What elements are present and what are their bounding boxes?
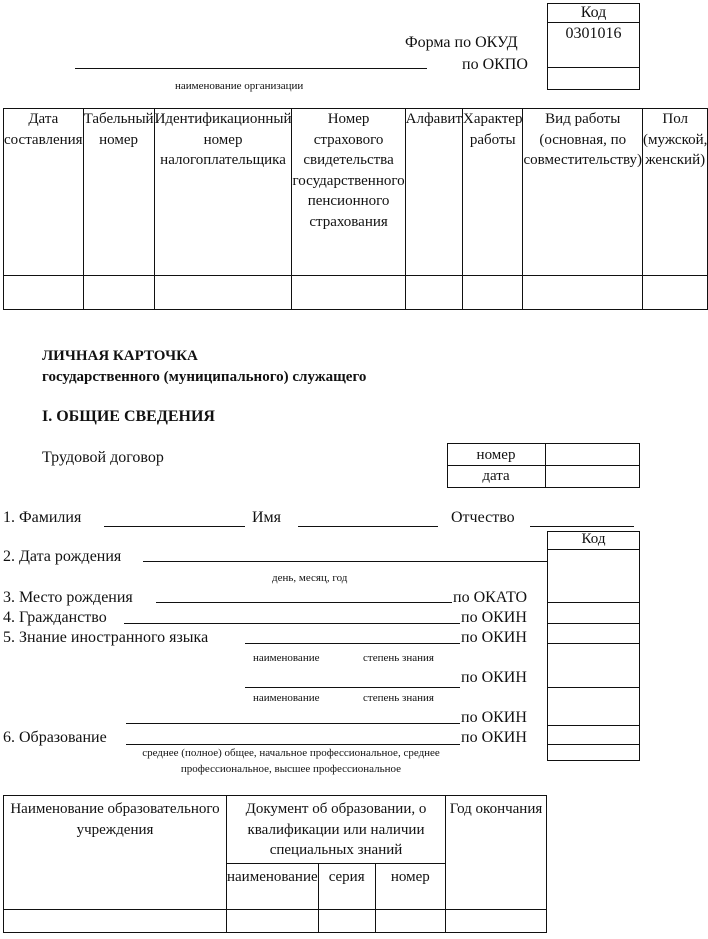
edu-col-institution: Наименование образовательного учреждения: [4, 796, 227, 910]
contract-box-divider: [447, 465, 640, 466]
edu-col-doc-name: наименование: [227, 864, 319, 910]
language-2-name-caption: наименование: [253, 692, 320, 704]
edu-col-year: Год окончания: [446, 796, 547, 910]
codes-box-header: Код: [580, 4, 607, 21]
education-1-input-line[interactable]: [126, 723, 460, 724]
col-work-type: Вид работы (основная, по совместительству): [523, 109, 643, 276]
education-table: [3, 795, 547, 933]
edu-col-series: серия: [318, 864, 375, 910]
cell-gender[interactable]: [643, 276, 708, 310]
codes-box-divider-1: [547, 22, 640, 23]
cell-date-composed[interactable]: [4, 276, 84, 310]
okato-label: по ОКАТО: [453, 589, 528, 606]
card-subtitle: государственного (муниципального) служащего: [42, 369, 367, 385]
birth-date-caption: день, месяц, год: [272, 572, 348, 584]
code-column-header: Код: [581, 531, 606, 547]
cell-alphabet[interactable]: [405, 276, 462, 310]
language-2-degree-caption: степень знания: [363, 692, 434, 704]
name-input-line[interactable]: [298, 526, 438, 527]
contract-label: Трудовой договор: [42, 449, 164, 466]
language-1-okin-label: по ОКИН: [461, 629, 527, 646]
col-alphabet: Алфавит: [405, 109, 462, 276]
language-2-input-line[interactable]: [245, 687, 460, 688]
birth-place-input-line[interactable]: [156, 602, 452, 603]
language-label: 5. Знание иностранного языка: [3, 629, 209, 646]
col-pension-number: Номер страхового свидетельства государственного пенсионного страхования: [292, 109, 405, 276]
edu-cell-number[interactable]: [375, 910, 445, 933]
language-2-okin-label: по ОКИН: [461, 669, 527, 686]
edu-col-document: Документ об образовании, о квалификации или наличии специальных знаний: [227, 796, 446, 864]
code-row-line-6: [547, 725, 640, 726]
language-1-name-caption: наименование: [253, 652, 320, 664]
edu-col-number: номер: [375, 864, 445, 910]
okpo-label: по ОКПО: [462, 56, 528, 73]
citizenship-okin-label: по ОКИН: [461, 609, 527, 626]
card-title: ЛИЧНАЯ КАРТОЧКА: [42, 348, 198, 364]
citizenship-input-line[interactable]: [124, 623, 460, 624]
code-row-line-4: [547, 643, 640, 644]
contract-number-label: номер: [476, 447, 516, 463]
patronymic-label: Отчество: [451, 509, 515, 526]
code-row-line-5: [547, 687, 640, 688]
col-tab-number: Табельный номер: [83, 109, 154, 276]
education-2-input-line[interactable]: [126, 744, 460, 745]
contract-date-label: дата: [482, 468, 510, 484]
birth-date-label: 2. Дата рождения: [3, 548, 122, 565]
code-row-line-1: [547, 549, 640, 550]
edu-cell-institution[interactable]: [4, 910, 227, 933]
col-date-composed: Дата составления: [4, 109, 84, 276]
surname-input-line[interactable]: [104, 526, 245, 527]
code-row-line-3: [547, 623, 640, 624]
surname-label: 1. Фамилия: [3, 509, 82, 526]
education-caption: среднее (полное) общее, начальное профессиональное, среднее профессиональное, высшее профессиональное: [142, 747, 440, 775]
edu-cell-series[interactable]: [318, 910, 375, 933]
cell-inn[interactable]: [154, 276, 292, 310]
education-2-okin-label: по ОКИН: [461, 729, 527, 746]
okud-code-value[interactable]: 0301016: [565, 25, 622, 42]
organization-caption: наименование организации: [175, 80, 304, 92]
col-work-nature: Характер работы: [463, 109, 523, 276]
col-gender: Пол (мужской, женский): [643, 109, 708, 276]
code-row-line-7: [547, 744, 640, 745]
cell-pension-number[interactable]: [292, 276, 405, 310]
cell-tab-number[interactable]: [83, 276, 154, 310]
name-label: Имя: [252, 509, 282, 526]
header-table-data-row: [4, 276, 708, 310]
edu-cell-doc-name[interactable]: [227, 910, 319, 933]
cell-work-type[interactable]: [523, 276, 643, 310]
education-label: 6. Образование: [3, 729, 107, 746]
patronymic-input-line[interactable]: [530, 526, 634, 527]
birth-place-label: 3. Место рождения: [3, 589, 133, 606]
code-column-box: [547, 531, 640, 761]
code-row-line-2: [547, 602, 640, 603]
education-table-row: [4, 910, 547, 933]
language-1-input-line[interactable]: [245, 643, 460, 644]
col-inn: Идентификационный номер налогоплательщика: [154, 109, 292, 276]
section-general-info: I. ОБЩИЕ СВЕДЕНИЯ: [42, 408, 215, 425]
education-1-okin-label: по ОКИН: [461, 709, 527, 726]
language-1-degree-caption: степень знания: [363, 652, 434, 664]
header-table: [3, 108, 708, 310]
contract-box-vdivider: [545, 443, 546, 488]
codes-box-divider-2: [547, 67, 640, 68]
citizenship-label: 4. Гражданство: [3, 609, 107, 626]
okud-label: Форма по ОКУД: [405, 34, 518, 51]
edu-cell-year[interactable]: [446, 910, 547, 933]
organization-name-line[interactable]: [75, 68, 427, 69]
birth-date-input-line[interactable]: [143, 561, 547, 562]
cell-work-nature[interactable]: [463, 276, 523, 310]
